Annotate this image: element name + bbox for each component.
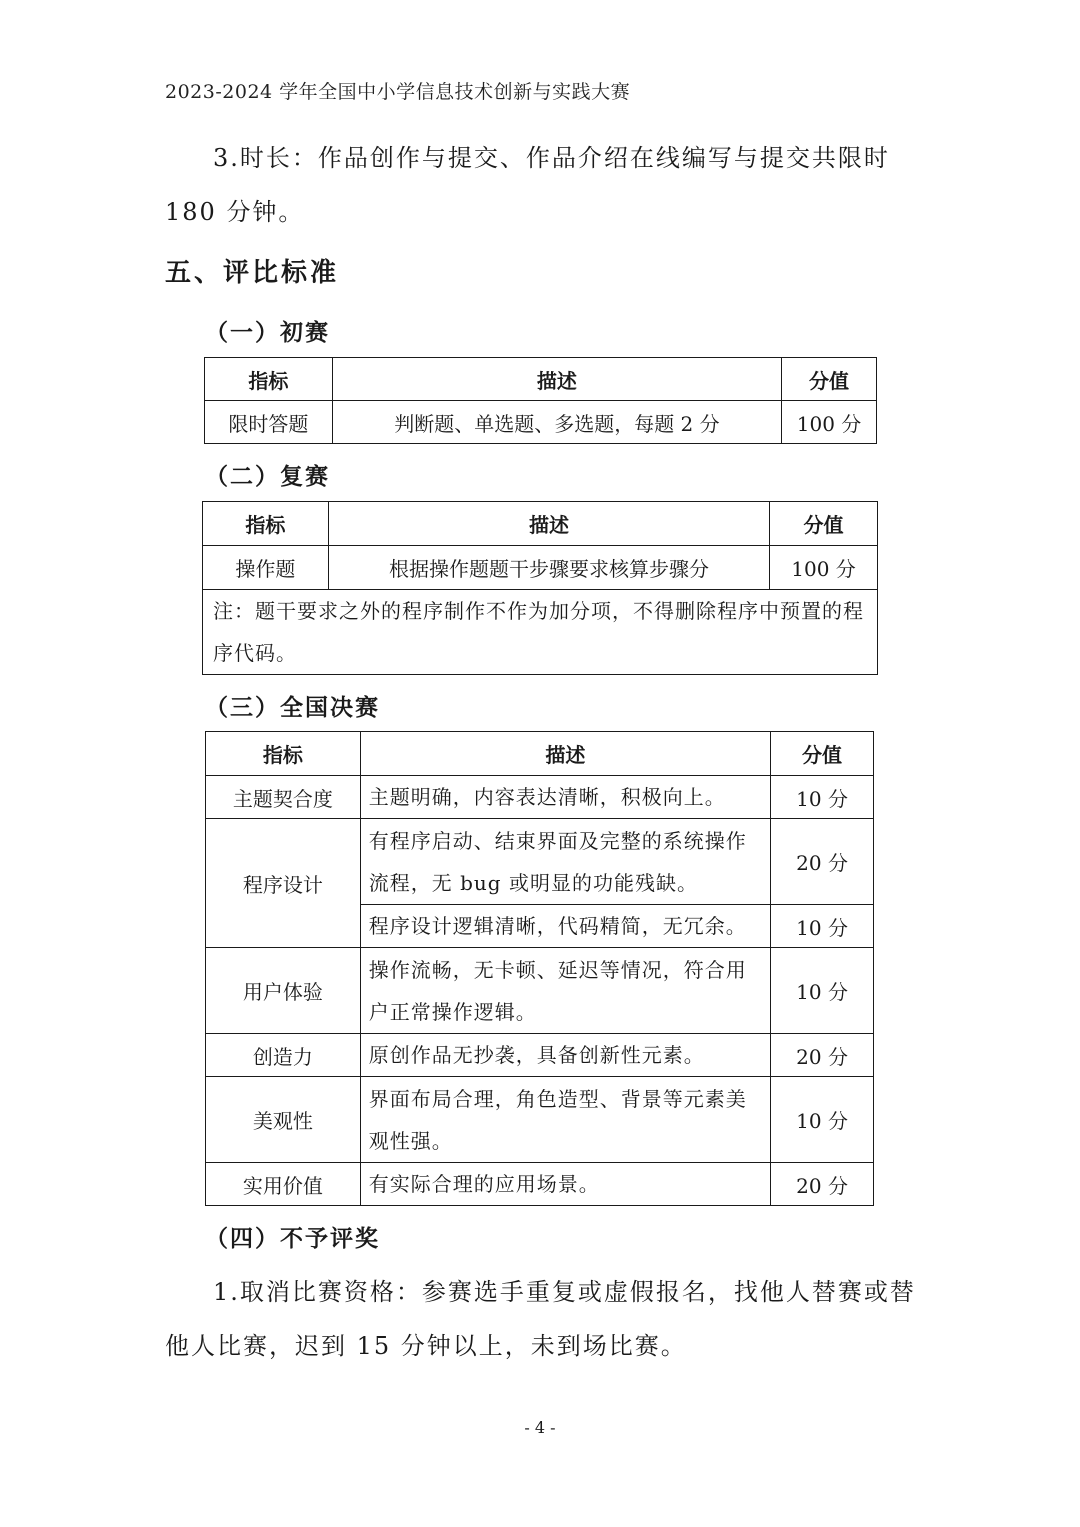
- table-row: [206, 819, 874, 905]
- cell-description: 程序设计逻辑清晰，代码精简，无冗余。: [360, 905, 770, 948]
- cell-indicator: 主题契合度: [206, 776, 361, 819]
- round2-table: [202, 501, 878, 675]
- table-row: [206, 948, 874, 1034]
- paragraph-disqualify: 1.取消比赛资格：参赛选手重复或虚假报名，找他人替赛或替他人比赛，迟到 15 分钟以上，未到场比赛。: [165, 1278, 916, 1360]
- cell-score: 20 分: [771, 1163, 874, 1206]
- table-header-row: [206, 732, 874, 776]
- table-note: 注：题干要求之外的程序制作不作为加分项，不得删除程序中预置的程序代码。: [203, 590, 878, 675]
- cell-description: 操作流畅，无卡顿、延迟等情况，符合用户正常操作逻辑。: [360, 948, 770, 1034]
- round2-title: （二）复赛: [205, 464, 330, 490]
- table-header-row: [203, 502, 878, 546]
- round1-table: [204, 357, 877, 444]
- header-description: 描述: [360, 732, 770, 776]
- cell-indicator: 实用价值: [206, 1163, 361, 1206]
- cell-description: 有实际合理的应用场景。: [360, 1163, 770, 1206]
- cell-description: 判断题、单选题、多选题，每题 2 分: [332, 401, 781, 444]
- round1-title: （一）初赛: [205, 320, 330, 346]
- header-indicator: 指标: [205, 358, 333, 401]
- header-score: 分值: [770, 502, 878, 546]
- round4-title: （四）不予评奖: [205, 1226, 380, 1252]
- header-description: 描述: [332, 358, 781, 401]
- cell-indicator: 美观性: [206, 1077, 361, 1163]
- document-header: 2023-2024 学年全国中小学信息技术创新与实践大赛: [165, 81, 631, 103]
- table-note-row: [203, 590, 878, 675]
- section-title: 五、评比标准: [165, 258, 340, 288]
- cell-score: 10 分: [771, 948, 874, 1034]
- header-indicator: 指标: [203, 502, 329, 546]
- cell-description: 界面布局合理，角色造型、背景等元素美观性强。: [360, 1077, 770, 1163]
- page-number: - 4 -: [524, 1418, 556, 1437]
- cell-score: 20 分: [771, 819, 874, 905]
- cell-score: 100 分: [770, 546, 878, 590]
- cell-score: 10 分: [771, 1077, 874, 1163]
- table-header-row: [205, 358, 877, 401]
- cell-indicator: 程序设计: [206, 819, 361, 948]
- table-row: [206, 1163, 874, 1206]
- cell-score: 100 分: [782, 401, 877, 444]
- cell-description: 有程序启动、结束界面及完整的系统操作流程，无 bug 或明显的功能残缺。: [360, 819, 770, 905]
- header-description: 描述: [328, 502, 769, 546]
- table-row: [205, 401, 877, 444]
- cell-description: 原创作品无抄袭，具备创新性元素。: [360, 1034, 770, 1077]
- cell-indicator: 操作题: [203, 546, 329, 590]
- table-row: [203, 546, 878, 590]
- table-row: [206, 1077, 874, 1163]
- cell-score: 10 分: [771, 776, 874, 819]
- cell-indicator: 限时答题: [205, 401, 333, 444]
- cell-indicator: 创造力: [206, 1034, 361, 1077]
- round3-title: （三）全国决赛: [205, 695, 380, 721]
- paragraph-duration: 3.时长：作品创作与提交、作品介绍在线编写与提交共限时 180 分钟。: [165, 144, 890, 226]
- cell-description: 主题明确，内容表达清晰，积极向上。: [360, 776, 770, 819]
- cell-score: 10 分: [771, 905, 874, 948]
- table-row: [206, 776, 874, 819]
- header-score: 分值: [771, 732, 874, 776]
- header-indicator: 指标: [206, 732, 361, 776]
- cell-indicator: 用户体验: [206, 948, 361, 1034]
- round3-table: [205, 731, 874, 1206]
- cell-description: 根据操作题题干步骤要求核算步骤分: [328, 546, 769, 590]
- header-score: 分值: [782, 358, 877, 401]
- cell-score: 20 分: [771, 1034, 874, 1077]
- table-row: [206, 1034, 874, 1077]
